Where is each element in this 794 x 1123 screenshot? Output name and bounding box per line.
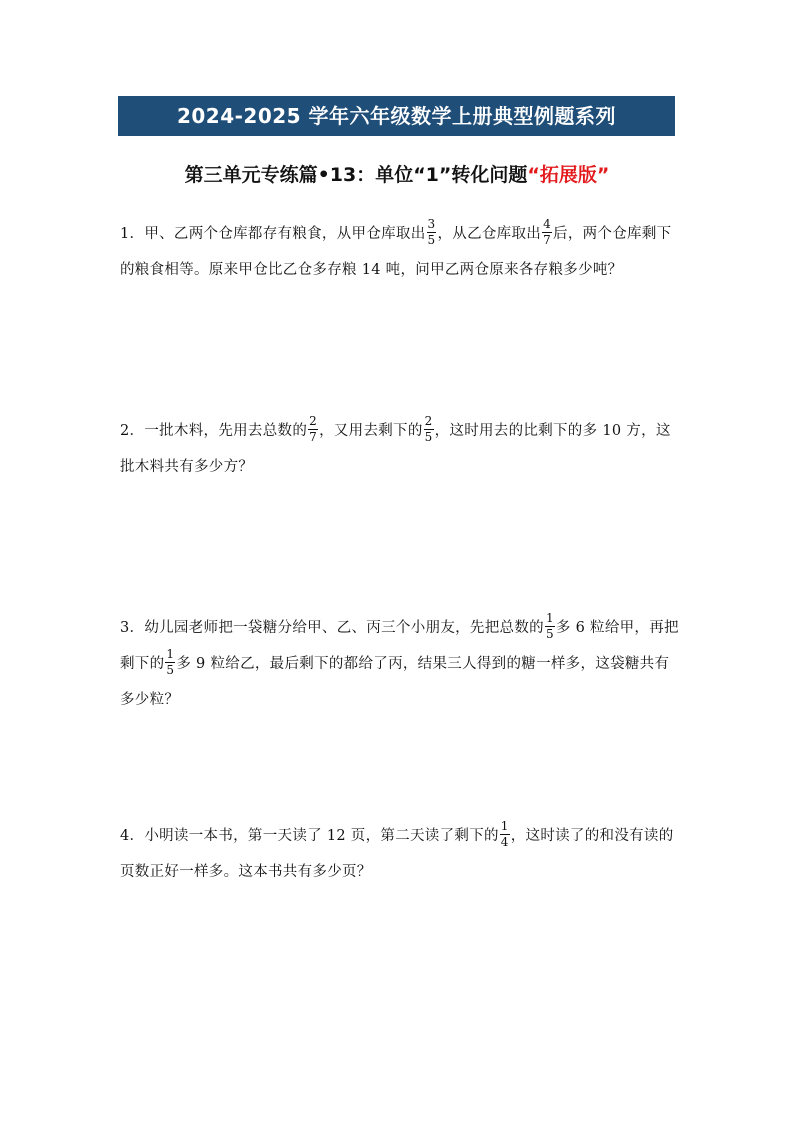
fraction-denominator: 5 bbox=[424, 429, 433, 444]
fraction-q2-b bbox=[424, 415, 434, 444]
subtitle-accent: “拓展版” bbox=[527, 164, 610, 186]
fraction-numerator: 1 bbox=[166, 646, 175, 661]
question-2 bbox=[120, 413, 680, 485]
fraction-denominator: 5 bbox=[166, 662, 175, 677]
fraction-q2-a bbox=[308, 415, 318, 444]
banner-title: 2024-2025 学年六年级数学上册典型例题系列 bbox=[176, 104, 617, 128]
subtitle-main: 第三单元专练篇•13：单位“1”转化问题 bbox=[184, 164, 528, 186]
fraction-denominator: 7 bbox=[543, 232, 552, 247]
question-1-text-b: ，从乙仓库取出 bbox=[437, 226, 542, 242]
fraction-numerator: 2 bbox=[309, 413, 318, 428]
fraction-denominator: 5 bbox=[427, 232, 436, 247]
fraction-denominator: 7 bbox=[309, 429, 318, 444]
fraction-numerator: 3 bbox=[427, 216, 436, 231]
question-3-text-c: 多 9 粒给乙，最后剩下的都给了丙，结果三人得到的糖一样多，这袋糖共有多少粒？ bbox=[120, 656, 670, 708]
fraction-numerator: 2 bbox=[424, 413, 433, 428]
question-3-text-a: 3．幼儿园老师把一袋糖分给甲、乙、丙三个小朋友，先把总数的 bbox=[120, 620, 544, 636]
fraction-denominator: 5 bbox=[545, 626, 554, 641]
question-2-text-a: 2．一批木料，先用去总数的 bbox=[120, 423, 308, 439]
series-banner bbox=[118, 96, 675, 136]
question-2-text-b: ，又用去剩下的 bbox=[319, 423, 423, 439]
question-3 bbox=[120, 610, 680, 718]
question-4 bbox=[120, 818, 680, 890]
fraction-q4-a bbox=[500, 820, 510, 849]
unit-subtitle bbox=[0, 160, 794, 190]
question-1-text-a: 1．甲、乙两个仓库都存有粮食，从甲仓库取出 bbox=[120, 226, 426, 242]
question-1-text-c: 后，两个仓库剩下的粮食相等。原来甲仓比乙仓多存粮 14 吨，问甲乙两仓原来各存粮多少吨？ bbox=[120, 226, 672, 278]
question-4-text-b: ，这时读了的和没有读的页数正好一样多。这本书共有多少页？ bbox=[120, 828, 674, 880]
fraction-q3-a bbox=[545, 612, 555, 641]
fraction-numerator: 4 bbox=[543, 216, 552, 231]
fraction-numerator: 1 bbox=[500, 818, 509, 833]
question-3-text-b: 多 6 粒给甲，再把剩下的 bbox=[120, 620, 679, 672]
fraction-denominator: 4 bbox=[500, 834, 509, 849]
question-4-text-a: 4．小明读一本书，第一天读了 12 页，第二天读了剩下的 bbox=[120, 828, 499, 844]
question-2-text-c: ，这时用去的比剩下的多 10 方，这批木料共有多少方？ bbox=[120, 423, 671, 475]
fraction-q1-b bbox=[542, 218, 552, 247]
fraction-q3-b bbox=[165, 648, 175, 677]
fraction-numerator: 1 bbox=[545, 610, 554, 625]
fraction-q1-a bbox=[427, 218, 437, 247]
question-1 bbox=[120, 216, 680, 288]
